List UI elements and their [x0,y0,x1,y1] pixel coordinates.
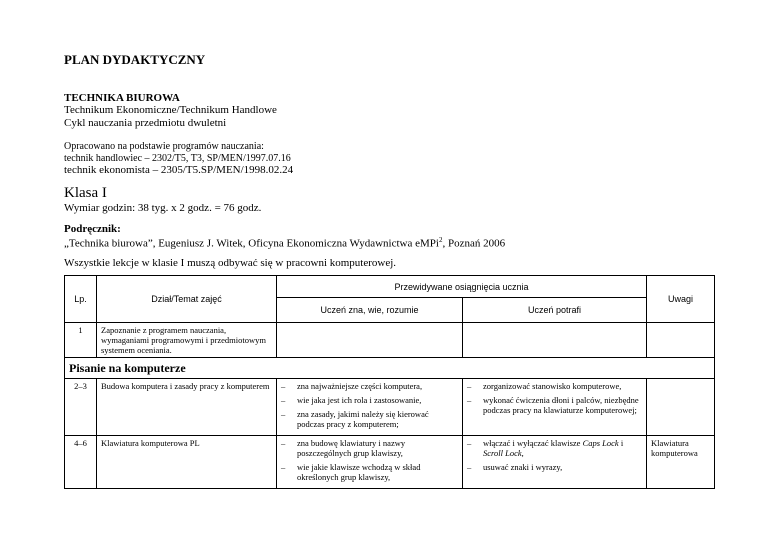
row-topic: Budowa komputera i zasady pracy z komputerem [97,379,277,436]
table-header-row [65,276,715,298]
school-name: Technikum Ekonomiczne/Technikum Handlowe [64,104,277,116]
knows-list [281,438,458,482]
table-row [65,379,715,436]
textbook-text-end: , Poznań 2006 [442,237,506,250]
hours-info: Wymiar godzin: 38 tyg. x 2 godz. = 76 godz. [64,202,262,214]
list-item: – usuwać znaki i wyrazy, [467,462,642,472]
list-item: – zna najważniejsze części komputera, [281,381,458,391]
list-item: – zorganizować stanowisko komputerowe, [467,381,642,391]
row-topic: Klawiatura komputerowa PL [97,436,277,489]
row-lp: 1 [65,323,97,358]
list-item: – zna budowę klawiatury i nazwy poszczególnych grup klawiszy, [281,438,458,458]
table-row [65,436,715,489]
textbook-reference [64,236,505,250]
textbook-edition: 2 [438,236,443,244]
document-title: PLAN DYDAKTYCZNY [64,52,206,67]
header-topic: Dział/Temat zajęć [97,276,277,323]
list-item [467,438,642,458]
knows-list [281,381,458,429]
curriculum-basis-2: technik ekonomista – 2305/T5.SP/MEN/1998.02.24 [64,164,294,176]
teaching-cycle: Cykl nauczania przedmiotu dwuletni [64,117,227,129]
scroll-lock-key: Scroll Lock [483,448,522,458]
section-row [65,358,715,379]
can-list [467,381,642,415]
row-can [463,436,647,489]
list-item: – wie jaka jest ich rola i zastosowanie, [281,395,458,405]
row-can [463,323,647,358]
row-knows [277,379,463,436]
row-notes [647,379,715,436]
textbook-label: Podręcznik: [64,223,121,235]
header-lp: Lp. [65,276,97,323]
caps-lock-key: Caps Lock [582,438,619,448]
header-can: Uczeń potrafi [463,298,647,323]
row-notes: Klawiatura komputerowa [647,436,715,489]
list-item: – wie jakie klawisze wchodzą w skład określonych grup klawiszy, [281,462,458,482]
textbook-text: „Technika biurowa”, Eugeniusz J. Witek, Oficyna Ekonomiczna Wydawnictwa eMPi [64,237,439,250]
can-text: i [618,438,624,448]
plan-table [64,275,715,489]
row-can [463,379,647,436]
header-knows: Uczeń zna, wie, rozumie [277,298,463,323]
table-row [65,323,715,358]
row-topic: Zapoznanie z programem nauczania, wymaganiami programowymi i przedmiotowym systemem oceniania. [97,323,277,358]
header-achievements: Przewidywane osiągnięcia ucznia [277,276,647,298]
row-knows [277,436,463,489]
class-heading: Klasa I [64,185,107,201]
can-text: włączać i wyłączać klawisze [483,438,583,448]
lessons-note: Wszystkie lekcje w klasie I muszą odbywać się w pracowni komputerowej. [64,257,397,269]
section-title: Pisanie na komputerze [65,358,715,379]
row-notes [647,323,715,358]
header-notes: Uwagi [647,276,715,323]
row-knows [277,323,463,358]
row-lp: 2–3 [65,379,97,436]
curriculum-basis-intro: Opracowano na podstawie programów nauczania: [64,141,264,152]
can-list [467,438,642,472]
list-item: – wykonać ćwiczenia dłoni i palców, niezbędne podczas pracy na klawiaturze komputerowej; [467,395,642,415]
curriculum-basis-1: technik handlowiec – 2302/T5, T3, SP/MEN/1997.07.16 [64,153,291,164]
list-item: – zna zasady, jakimi należy się kierować podczas pracy z komputerem; [281,409,458,429]
subject-heading: TECHNIKA BIUROWA [64,92,180,104]
row-lp: 4–6 [65,436,97,489]
can-text: , [521,448,524,458]
